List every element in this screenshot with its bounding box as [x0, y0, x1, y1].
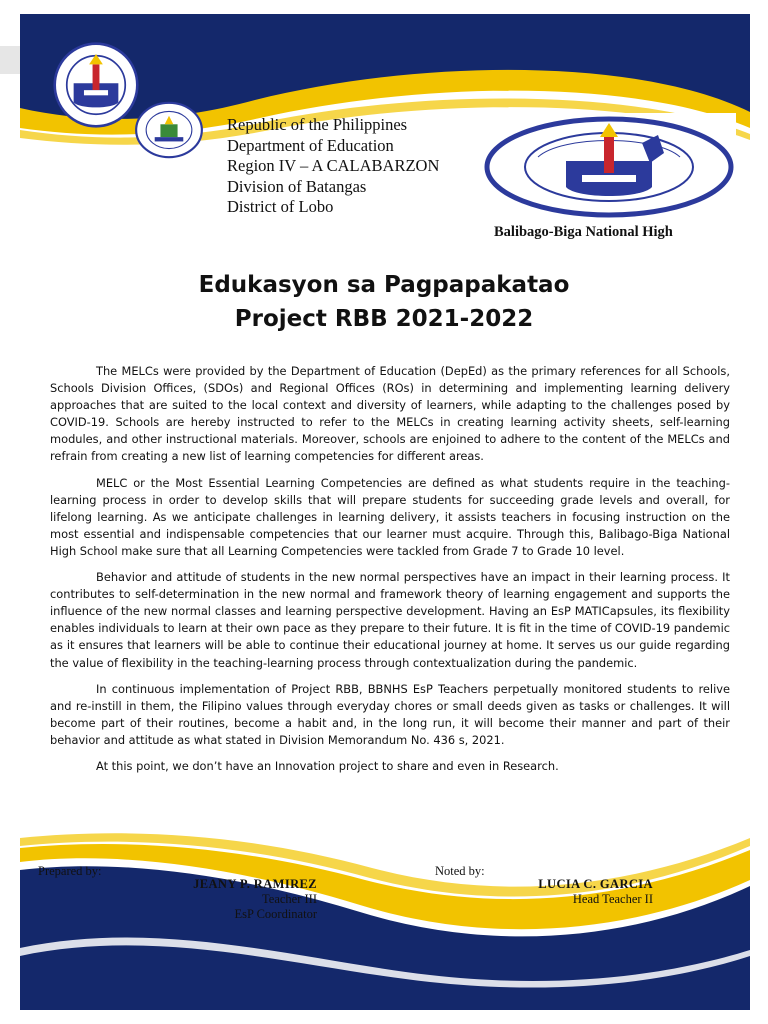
- prepared-by-role-2: EsP Coordinator: [234, 907, 317, 921]
- header-line-division: Division of Batangas: [227, 176, 367, 196]
- prepared-by-label: Prepared by:: [38, 864, 102, 878]
- school-name: Balibago-Biga National High: [494, 224, 673, 240]
- deped-seal-small: [53, 42, 139, 128]
- header-line-republic: Republic of the Philippines: [227, 115, 408, 134]
- document-title: Edukasyon sa Pagpapakatao: [198, 272, 570, 298]
- school-seal: [133, 100, 205, 160]
- paragraph-3: Behavior and attitude of students in the new normal perspectives have an impact in their learning process. It contributes to self-determination in the new normal and framework theory of learning engagement and supports the influence of the new normal classes and learning perspective development. Having an EsP MATICapsules, its flexibility enables individuals to learn at their own pace as they prepare to their future. It is fit in the time of COVID-19 pandemic as it ensures that learners will be able to continue their educational journey at home. It serves us our guide regarding the value of flexibility in the teaching-learning process through contextualization during the pandemic.: [50, 570, 730, 670]
- noted-by-role: Head Teacher II: [572, 892, 653, 906]
- noted-by-name: LUCIA C. GARCIA: [538, 877, 653, 891]
- prepared-by-block: [160, 877, 317, 922]
- paragraph-5: At this point, we don’t have an Innovation project to share and even in Research.: [96, 758, 559, 773]
- body-text: [50, 363, 730, 784]
- prepared-by-role: Teacher III: [262, 892, 317, 906]
- header-line-department: Department of Education: [227, 135, 394, 155]
- paragraph-4: In continuous implementation of Project RBB, BBNHS EsP Teachers perpetually monitored students to relive and re-instill in them, the Filipino values through everyday chores or small deeds given as tasks or challenges. It will become part of their routines, become a habit and, in the long run, it will become their manner and part of their behavior and attitude as what stated in Division Memorandum No. 436 s, 2021.: [50, 681, 730, 747]
- deped-seal-large: [482, 113, 736, 221]
- header-line-region: Region IV – A CALABARZON: [227, 156, 440, 175]
- header-address: [227, 115, 439, 218]
- header-line-district: District of Lobo: [227, 197, 334, 216]
- noted-by-block: [500, 877, 653, 907]
- prepared-by-name: JEANY P. RAMIREZ: [193, 877, 317, 891]
- document-subtitle: Project RBB 2021-2022: [234, 306, 534, 332]
- paragraph-1: The MELCs were provided by the Department of Education (DepEd) as the primary references for all Schools, Schools Division Offices, (SDOs) and Regional Offices (ROs) in determining and implementing learning delivery approaches that are suited to the local context and diversity of learners, while adapting to the challenges posed by COVID-19. Schools are hereby instructed to refer to the MELCs in creating learning activity sheets, self-learning modules, and other instructional materials. Moreover, schools are enjoined to adhere to the content of the MELCs and refrain from creating a new list of learning competencies for different areas.: [50, 364, 730, 464]
- noted-by-label: Noted by:: [435, 864, 485, 878]
- paragraph-2: MELC or the Most Essential Learning Competencies are defined as what students require in the teaching-learning process in order to develop skills that will prepare students for succeeding grade levels and overall, for lifelong learning. As we anticipate challenges in learning delivery, it assists teachers in focusing instruction on the most essential and indispensable competencies that our learner must acquire. Through this, Balibago-Biga National High School make sure that all Learning Competencies were tackled from Grade 7 to Grade 10 level.: [50, 475, 730, 558]
